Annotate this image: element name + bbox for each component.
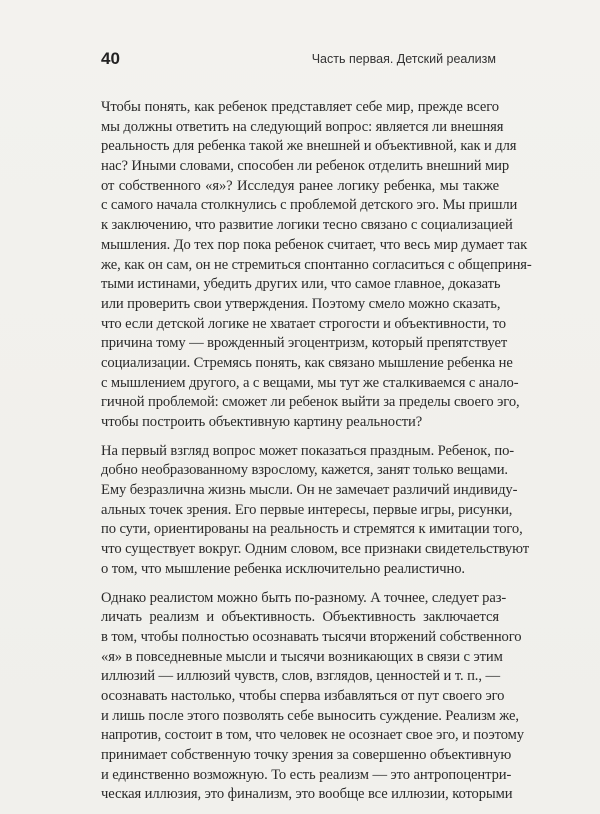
page-number: 40	[101, 49, 120, 68]
text-line: реальность для ребенка такой же внешней и объективной, как и для	[101, 138, 517, 155]
text-line: личать реализм и объективность. Объективность заключается	[101, 609, 499, 626]
text-line: напротив, состоит в том, что человек не осознает свое эго, и поэтому	[101, 727, 524, 744]
paragraph-3	[101, 589, 524, 806]
text-line: тыми истинами, убедить других или, что самое главное, доказать	[101, 276, 501, 293]
text-line: гичной проблемой: сможет ли ребенок выйти за пределы своего эго,	[101, 394, 520, 411]
text-line: и единственно возможную. То есть реализм — это антропоцентри-	[101, 766, 512, 783]
text-line: социализации. Стремясь понять, как связано мышление ребенка не	[101, 354, 513, 371]
text-line: от собственного «я»? Исследуя ранее логику ребенка, мы также	[101, 177, 499, 194]
text-line: о том, что мышление ребенка исключительно реалистично.	[101, 560, 465, 577]
paragraph-2	[101, 442, 529, 580]
text-line: мы должны ответить на следующий вопрос: является ли внешняя	[101, 118, 504, 135]
text-line: иллюзий — иллюзий чувств, слов, взглядов, ценностей и т. п., —	[101, 668, 500, 685]
text-line: осознавать настолько, чтобы сперва избавляться от пут своего эго	[101, 687, 505, 704]
text-line: что если детской логике не хватает строгости и объективности, то	[101, 315, 506, 332]
text-line: с самого начала столкнулись с проблемой детского эго. Мы пришли	[101, 197, 518, 214]
text-line: чтобы построить объективную картину реальности?	[101, 414, 423, 430]
text-line: же, как он сам, он не стремиться спонтанно согласиться с общеприня-	[101, 256, 532, 273]
text-line: в том, чтобы полностью осознавать тысячи вторжений собственного	[101, 628, 522, 645]
text-line: нас? Иными словами, способен ли ребенок отделить внешний мир	[101, 158, 510, 175]
running-head: Часть первая. Детский реализм	[311, 52, 496, 66]
text-line: с мышлением другого, а с вещами, мы тут же сталкиваемся с анало-	[101, 374, 519, 391]
body-text	[101, 98, 532, 814]
text-line: принимает собственную точку зрения за совершенно объективную	[101, 747, 512, 763]
text-line: по сути, ориентированы на реальность и стремятся к имитации того,	[101, 521, 523, 538]
text-line: что существует вокруг. Одним словом, все признаки свидетельствуют	[101, 541, 529, 558]
paragraph-1	[101, 98, 532, 433]
text-line: «я» в повседневные мысли и тысячи возникающих в связи с этим	[101, 648, 503, 665]
text-line: добно необразованному взрослому, кажется, занят только вещами.	[101, 462, 508, 479]
text-line: Ему безразлична жизнь мысли. Он не замечает различий индивиду-	[101, 482, 518, 499]
text-line: альных точек зрения. Его первые интересы, первые игры, рисунки,	[101, 501, 513, 518]
text-line: ческая иллюзия, это финализм, это вообще все иллюзии, которыми	[101, 786, 513, 803]
text-line: или проверить свои утверждения. Поэтому смело можно сказать,	[101, 295, 501, 312]
text-line: и лишь после этого позволять себе выносить суждение. Реализм же,	[101, 707, 519, 724]
text-line: причина тому — врожденный эгоцентризм, который препятствует	[101, 335, 508, 352]
text-line: мышления. До тех пор пока ребенок считает, что весь мир думает так	[101, 236, 528, 253]
text-line: Чтобы понять, как ребенок представляет себе мир, прежде всего	[101, 99, 499, 115]
text-line: На первый взгляд вопрос может показаться праздным. Ребенок, по-	[101, 442, 515, 459]
text-line: Однако реалистом можно быть по-разному. А точнее, следует раз-	[101, 589, 507, 606]
text-line: к заключению, что развитие логики тесно связано с социализацией	[101, 217, 513, 234]
